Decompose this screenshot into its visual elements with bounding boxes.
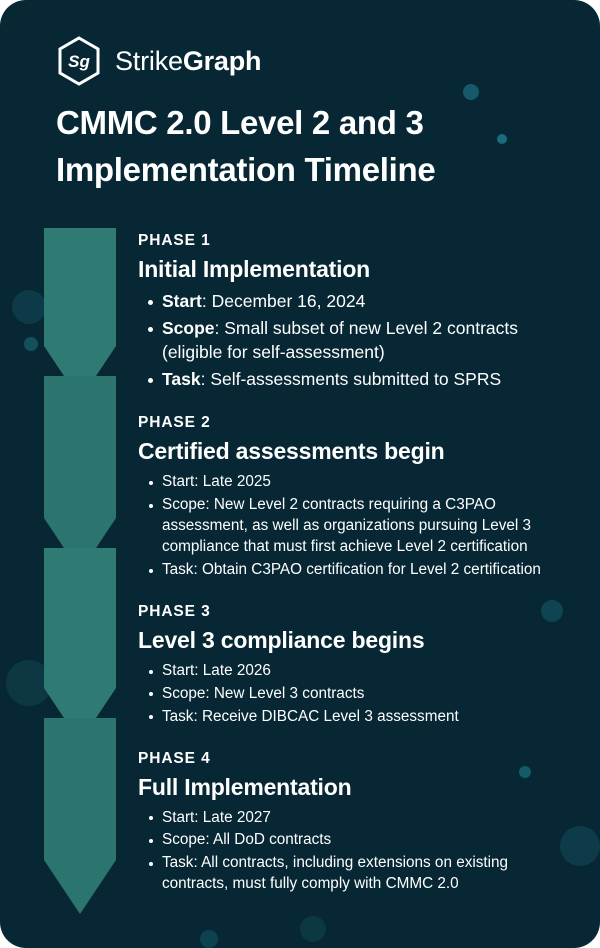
phase-title: Certified assessments begin (138, 437, 445, 464)
list-item (162, 495, 578, 558)
list-item (162, 853, 578, 895)
phase-kicker: PHASE 4 (138, 749, 211, 767)
timeline-arrow-column (44, 228, 116, 918)
list-item (162, 317, 578, 365)
brand-logo (56, 36, 261, 86)
decorative-bubble (463, 84, 479, 100)
item-text: Scope: New Level 2 contracts requiring a C3PAO assessment, as well as organizations pursuing Level 3 compliance that must first achieve Level 2 certification (162, 495, 532, 555)
item-label: Task (162, 368, 201, 389)
brand-name-light: Strike (115, 45, 183, 76)
item-text: Task: Receive DIBCAC Level 3 assessment (162, 707, 459, 725)
strike-graph-hex-logo-icon (56, 36, 102, 86)
decorative-bubble (12, 290, 46, 324)
item-text: : Self-assessments submitted to SPRS (200, 368, 502, 389)
phase-1 (138, 232, 578, 392)
item-label: Scope (162, 317, 215, 338)
item-text: Scope: New Level 3 contracts (162, 684, 365, 702)
phase-kicker: PHASE 3 (138, 602, 211, 620)
decorative-bubble (24, 337, 38, 351)
list-item (162, 560, 578, 581)
phase-4 (138, 750, 578, 896)
item-text: : Small subset of new Level 2 contracts (eligible for self-assessment) (162, 317, 519, 362)
phase-title: Level 3 compliance begins (138, 626, 425, 653)
item-text: Start: Late 2026 (162, 661, 271, 679)
list-item (162, 707, 578, 728)
svg-text:Sg: Sg (68, 52, 90, 71)
list-item (162, 290, 578, 314)
decorative-bubble (200, 930, 218, 948)
phase-title: Full Implementation (138, 773, 352, 800)
list-item (162, 808, 578, 829)
list-item (162, 661, 578, 682)
item-text: Start: Late 2027 (162, 808, 271, 826)
item-label: Start (162, 291, 202, 311)
phase-list (138, 232, 578, 897)
brand-name (115, 46, 261, 77)
phase-2 (138, 414, 578, 581)
item-text: Start: Late 2025 (162, 472, 271, 490)
item-text: Task: Obtain C3PAO certification for Level 2 certification (162, 560, 541, 578)
phase-kicker: PHASE 1 (138, 232, 211, 249)
phase-3 (138, 603, 578, 728)
item-text: : December 16, 2024 (201, 291, 366, 311)
phase-items (138, 472, 578, 581)
phase-title: Initial Implementation (138, 256, 371, 282)
list-item (162, 684, 578, 705)
phase-items (138, 290, 578, 392)
page-title: CMMC 2.0 Level 2 and 3 Implementation Timeline (56, 104, 436, 188)
list-item (162, 368, 578, 392)
phase-items (138, 661, 578, 728)
brand-name-bold: Graph (182, 45, 262, 76)
item-text: Scope: All DoD contracts (162, 831, 332, 849)
phase-items (138, 808, 578, 896)
list-item (162, 830, 578, 851)
list-item (162, 472, 578, 493)
phase-kicker: PHASE 2 (138, 413, 211, 431)
decorative-bubble (300, 916, 326, 942)
item-text: Task: All contracts, including extensions on existing contracts, must fully comply with CMMC 2.0 (162, 854, 509, 893)
